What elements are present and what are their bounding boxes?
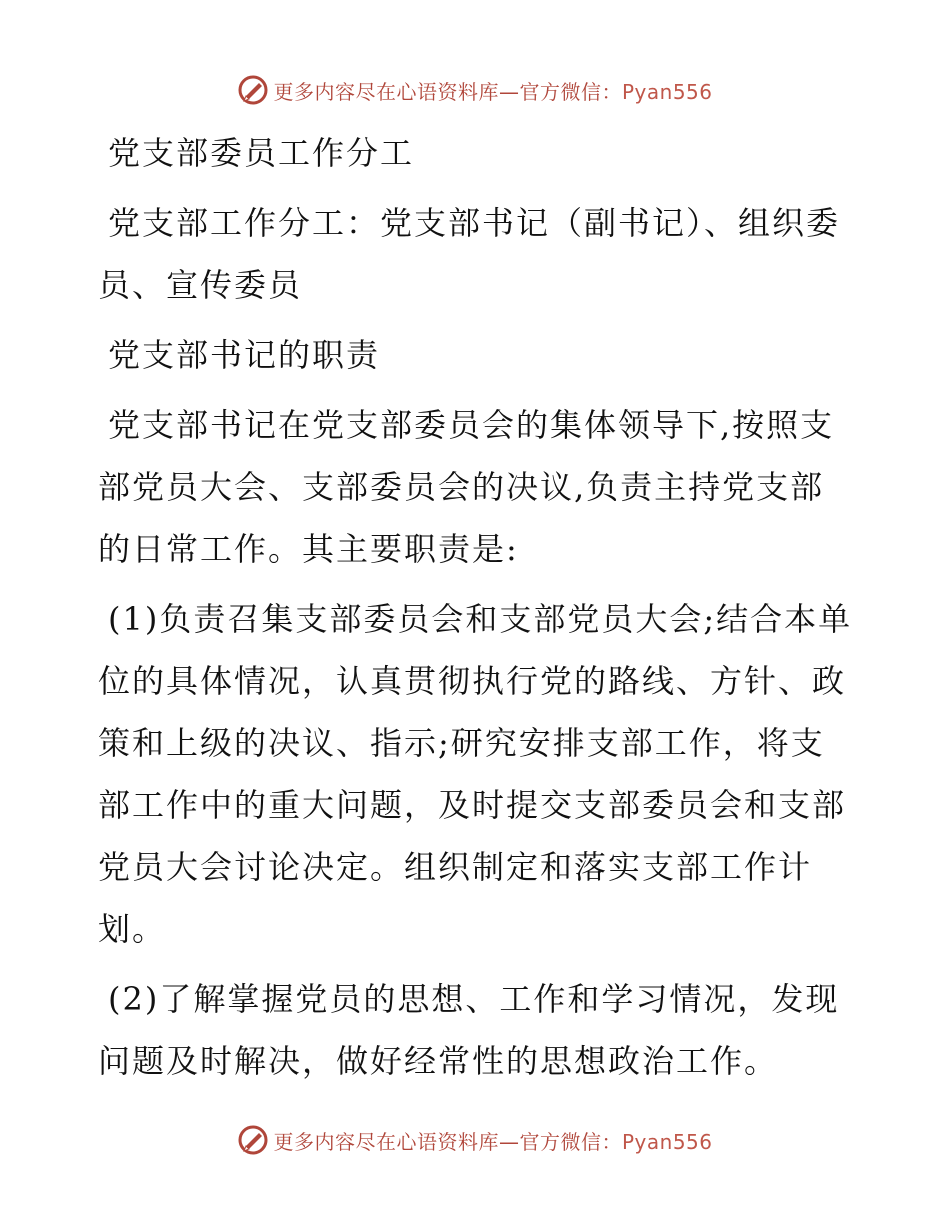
banner-contact-label: 官方微信：: [519, 1129, 622, 1154]
footer-banner: [0, 1120, 950, 1160]
paragraph: (1)负责召集支部委员会和支部党员大会;结合本单位的具体情况，认真贯彻执行党的路线、方针、政策和上级的决议、指示;研究安排支部工作，将支部工作中的重大问题，及时提交支部委员会和支部党员大会讨论决定。组织制定和落实支部工作计划。: [98, 600, 853, 948]
paragraph: 党支部书记在党支部委员会的集体领导下,按照支部党员大会、支部委员会的决议,负责主持党支部的日常工作。其主要职责是:: [98, 406, 835, 568]
banner-text: [273, 76, 712, 105]
header-banner: [0, 70, 950, 110]
banner-contact-id: Pyan556: [621, 1129, 713, 1154]
document-body: [98, 122, 858, 1100]
pen-circle-logo-icon: [237, 74, 269, 106]
banner-separator: —: [498, 79, 520, 104]
banner-slogan: 更多内容尽在心语资料库: [273, 1129, 499, 1154]
paragraph: 党支部工作分工：党支部书记（副书记）、组织委员、宣传委员: [98, 204, 841, 304]
paragraph: (2)了解掌握党员的思想、工作和学习情况，发现问题及时解决，做好经常性的思想政治工作。: [98, 980, 840, 1080]
banner-separator: —: [498, 1129, 520, 1154]
document-title: 党支部委员工作分工: [108, 134, 415, 172]
banner-contact-id: Pyan556: [621, 79, 713, 104]
banner-slogan: 更多内容尽在心语资料库: [273, 79, 499, 104]
banner-contact-label: 官方微信：: [519, 79, 622, 104]
pen-circle-logo-icon: [237, 1124, 269, 1156]
banner-text: [273, 1126, 712, 1155]
section-heading: 党支部书记的职责: [108, 336, 381, 374]
